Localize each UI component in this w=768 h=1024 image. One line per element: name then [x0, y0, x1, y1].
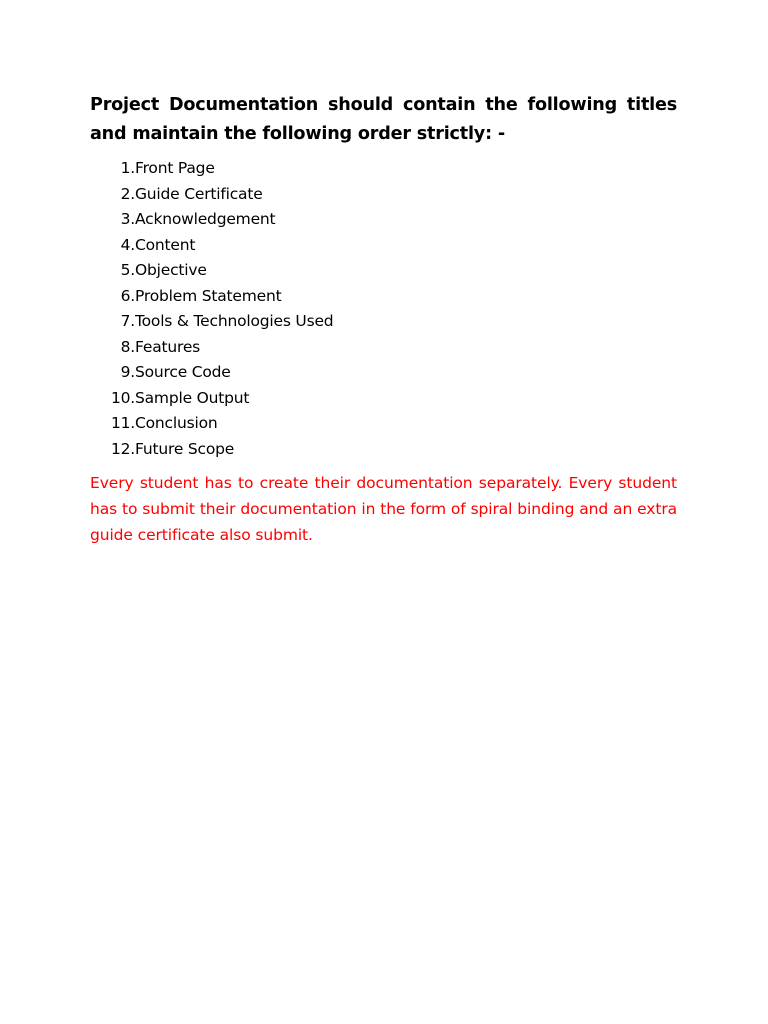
required-titles-list [90, 156, 677, 462]
list-item-number: 12. [110, 439, 135, 458]
list-item-text: Conclusion [135, 414, 218, 432]
list-item [90, 182, 677, 208]
list-item-text: Problem Statement [135, 286, 282, 305]
list-item-number: 9. [120, 363, 135, 381]
list-item-text: Content [135, 235, 196, 254]
list-item-number: 8. [120, 337, 135, 356]
list-item-number: 7. [120, 312, 135, 330]
list-item-number: 6. [120, 286, 135, 305]
list-item-text: Guide Certificate [135, 184, 263, 203]
list-item-text: Front Page [135, 159, 215, 177]
list-item [90, 411, 677, 437]
list-item [90, 437, 677, 463]
submission-note: Every student has to create their documentation separately. Every student has to submit their documentation in the form of spiral binding and an extra guide certificate also submit. [90, 474, 677, 544]
list-item [90, 258, 677, 284]
list-item-number: 2. [120, 184, 135, 203]
list-item-text: Acknowledgement [135, 210, 276, 228]
list-item-number: 10. [110, 388, 135, 407]
list-item [90, 335, 677, 361]
list-item-text: Tools & Technologies Used [135, 312, 334, 330]
list-item [90, 156, 677, 182]
list-item-text: Future Scope [135, 439, 235, 458]
document-heading: Project Documentation should contain the following titles and maintain the following order strictly: - [90, 95, 677, 144]
list-item [90, 386, 677, 412]
list-item-text: Features [135, 337, 201, 356]
list-item-text: Sample Output [135, 388, 250, 407]
list-item [90, 284, 677, 310]
list-item [90, 309, 677, 335]
list-item-text: Objective [135, 261, 207, 279]
list-item-number: 4. [120, 235, 135, 254]
list-item-text: Source Code [135, 363, 231, 381]
list-item-number: 11. [110, 414, 135, 432]
list-item-number: 3. [120, 210, 135, 228]
list-item [90, 233, 677, 259]
list-item [90, 360, 677, 386]
list-item-number: 5. [120, 261, 135, 279]
list-item-number: 1. [120, 159, 135, 177]
document-body [90, 91, 677, 548]
list-item [90, 207, 677, 233]
